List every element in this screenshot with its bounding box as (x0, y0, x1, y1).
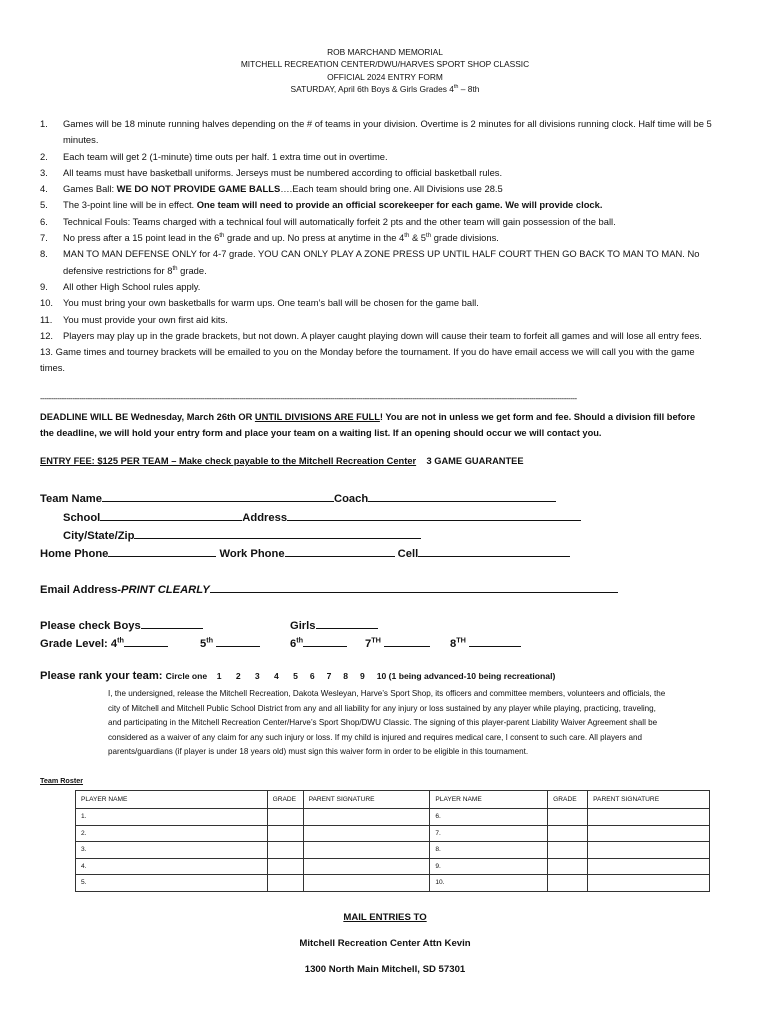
rank-options[interactable]: Circle one 1 2 3 4 5 6 7 8 9 10 (1 being advanced-10 being recreational) (165, 671, 556, 681)
cell-label: Cell (397, 548, 419, 560)
roster-signature-cell[interactable] (588, 825, 710, 842)
roster-player-cell[interactable]: 5. (76, 875, 268, 892)
grade-level-label: Grade Level: 4 (40, 638, 118, 650)
roster-player-cell[interactable]: 4. (76, 858, 268, 875)
work-phone-input[interactable] (285, 545, 395, 557)
roster-grade-cell[interactable] (548, 858, 588, 875)
roster-grade-cell[interactable] (548, 825, 588, 842)
roster-grade-cell[interactable] (548, 842, 588, 859)
email-label: Email Address- (40, 584, 122, 596)
roster-player-cell[interactable]: 1. (76, 809, 268, 826)
roster-player-cell[interactable]: 9. (430, 858, 548, 875)
phone-row (40, 545, 570, 560)
roster-signature-cell[interactable] (303, 825, 430, 842)
cell-input[interactable] (418, 545, 570, 557)
roster-grade-cell[interactable] (548, 809, 588, 826)
roster-header-parent-signature: PARENT SIGNATURE (303, 791, 430, 809)
work-phone-label: Work Phone (219, 548, 285, 560)
roster-header-parent-signature: PARENT SIGNATURE (588, 791, 710, 809)
roster-player-cell[interactable]: 8. (430, 842, 548, 859)
entry-fee: ENTRY FEE: $125 PER TEAM – Make check payable to the Mitchell Recreation Center 3 GAME GUARANTEE (40, 456, 524, 466)
email-row: Email Address-PRINT CLEARLY (40, 581, 618, 596)
rule-1: 1. Games will be 18 minute running halves depending on the # of teams in your division. Overtime is 2 minutes for all divisions running clock. Half time will be 5 minutes. (40, 118, 712, 146)
rule-11: 11. You must provide your own first aid kits. (40, 313, 228, 325)
header-line-3: OFFICIAL 2024 ENTRY FORM (327, 71, 443, 82)
team-name-input[interactable] (102, 490, 334, 502)
deadline-notice: DEADLINE WILL BE Wednesday, March 26th OR UNTIL DIVISIONS ARE FULL! You are not in unless we get form and fee. Should a division fill before the deadline, we will hold your entry form and place your team on a waiting list. If an opening should occur we will contact you. (40, 412, 696, 438)
roster-signature-cell[interactable] (588, 809, 710, 826)
grade-5-input[interactable] (216, 635, 260, 647)
roster-player-cell[interactable]: 10. (430, 875, 548, 892)
roster-row (76, 842, 710, 859)
header-line-2: MITCHELL RECREATION CENTER/DWU/HARVES SPORT SHOP CLASSIC (240, 59, 530, 70)
roster-grade-cell[interactable] (267, 825, 303, 842)
rule-2: 2. Each team will get 2 (1-minute) time outs per half. 1 extra time out in overtime. (40, 150, 388, 162)
rule-13: 13. Game times and tourney brackets will be emailed to you on the Monday before the tournament. If you do have email access we will call you with the game times. (40, 346, 695, 374)
girls-label: Girls (290, 620, 316, 632)
roster-signature-cell[interactable] (303, 875, 430, 892)
roster-header-grade: GRADE (267, 791, 303, 809)
team-roster-table (75, 790, 710, 892)
roster-signature-cell[interactable] (303, 842, 430, 859)
email-input[interactable] (210, 581, 618, 593)
header-line-4: SATURDAY, April 6th Boys & Girls Grades 4th – 8th (290, 84, 480, 95)
girls-checkbox[interactable] (316, 617, 378, 629)
roster-row (76, 809, 710, 826)
roster-header-row (76, 791, 710, 809)
form-header (0, 46, 770, 96)
roster-signature-cell[interactable] (303, 809, 430, 826)
grade-8-field: 8TH (450, 635, 521, 650)
grade-6-field: 6th (290, 635, 347, 650)
roster-grade-cell[interactable] (267, 875, 303, 892)
school-row (63, 509, 581, 524)
roster-grade-cell[interactable] (548, 875, 588, 892)
city-label: City/State/Zip (63, 530, 135, 542)
boys-checkbox[interactable] (141, 617, 203, 629)
team-rank-row (40, 670, 555, 682)
roster-signature-cell[interactable] (303, 858, 430, 875)
roster-row (76, 875, 710, 892)
roster-header-player-name: PLAYER NAME (76, 791, 268, 809)
team-roster-label: Team Roster (40, 776, 84, 785)
mail-address-line-1: Mitchell Recreation Center Attn Kevin (299, 938, 471, 949)
rule-3: 3. All teams must have basketball uniforms. Jerseys must be numbered according to official basketball rules. (40, 166, 503, 178)
rule-12: 12. Players may play up in the grade brackets, but not down. A player caught playing down will cause their team to forfeit all games and will lose all entry fees. (40, 329, 702, 341)
roster-header-player-name: PLAYER NAME (430, 791, 548, 809)
header-line-1: ROB MARCHAND MEMORIAL (327, 47, 443, 57)
grade-row: Grade Level: 4th (40, 635, 168, 650)
address-label: Address (242, 512, 288, 524)
rule-6: 6. Technical Fouls: Teams charged with a technical foul will automatically forfeit 2 pts and the other team will gain possession of the ball. (40, 215, 616, 227)
roster-player-cell[interactable]: 3. (76, 842, 268, 859)
divider-line: -------------------------------------------------------------------------------------------------------------------------------------------------------------------------------------------------------------------------------------------------------- (40, 394, 577, 403)
roster-grade-cell[interactable] (267, 858, 303, 875)
rule-5: 5. The 3-point line will be in effect. One team will need to provide an official scorekeeper for each game. We will provide clock. (40, 199, 603, 211)
school-label: School (63, 512, 101, 524)
roster-player-cell[interactable]: 2. (76, 825, 268, 842)
mail-entries-title: MAIL ENTRIES TO (343, 912, 427, 923)
girls-field (290, 617, 378, 632)
roster-signature-cell[interactable] (588, 842, 710, 859)
home-phone-label: Home Phone (40, 548, 109, 560)
rule-10: 10. You must bring your own basketballs for warm ups. One team’s ball will be chosen for the game ball. (40, 297, 479, 309)
city-input[interactable] (134, 527, 421, 539)
home-phone-input[interactable] (108, 545, 216, 557)
boys-label: Please check Boys (40, 620, 141, 632)
roster-grade-cell[interactable] (267, 809, 303, 826)
grade-4-input[interactable] (124, 635, 168, 647)
grade-5-field: 5th (200, 635, 260, 650)
rule-9: 9. All other High School rules apply. (40, 280, 201, 292)
roster-player-cell[interactable]: 6. (430, 809, 548, 826)
rank-label: Please rank your team: (40, 670, 166, 682)
team-name-row (40, 490, 556, 505)
rule-7: 7. No press after a 15 point lead in the 6th grade and up. No press at anytime in the 4th & 5th grade divisions. (40, 231, 499, 244)
roster-row (76, 858, 710, 875)
grade-7-field: 7TH (365, 635, 430, 650)
roster-row (76, 825, 710, 842)
roster-signature-cell[interactable] (588, 858, 710, 875)
gender-row (40, 617, 203, 632)
roster-signature-cell[interactable] (588, 875, 710, 892)
rule-4: 4. Games Ball: WE DO NOT PROVIDE GAME BALLS….Each team should bring one. All Divisions use 28.5 (40, 183, 503, 195)
grade-6-input[interactable] (303, 635, 347, 647)
address-input[interactable] (287, 509, 581, 521)
rule-8: 8. MAN TO MAN DEFENSE ONLY for 4-7 grade. YOU CAN ONLY PLAY A ZONE PRESS UP UNTIL HALF COURT THEN GO BACK TO MAN TO MAN. No defensive restrictions for 8th grade. (40, 248, 700, 276)
liability-waiver: I, the undersigned, release the Mitchell Recreation, Dakota Wesleyan, Harve’s Sport Shop, its officers and committee members, volunteers and officials, the city of Mitchell and Mitchell Public School District from any and all liability for any injury or loss sustained by any player while playing, practicing, traveling, and participating in the Mitchell Recreation Center/Harve’s Sport Shop/DWU Classic. The signing of this player-parent Liability Waiver Agreement shall be considered as a waiver of any claim for any such injury or loss. If my child is injured and requires medical care, I consent to such care. All players and parents/guardians (if player is under 18 years old) must sign this waiver form in order to be eligible in this tournament. (108, 689, 666, 757)
school-input[interactable] (100, 509, 242, 521)
rules-list (40, 116, 720, 377)
coach-label: Coach (333, 493, 369, 505)
roster-header-grade: GRADE (548, 791, 588, 809)
grade-7-input[interactable] (384, 635, 430, 647)
roster-player-cell[interactable]: 7. (430, 825, 548, 842)
team-name-label: Team Name (40, 493, 102, 505)
city-row (63, 527, 421, 542)
mail-address-line-2: 1300 North Main Mitchell, SD 57301 (304, 964, 466, 975)
roster-grade-cell[interactable] (267, 842, 303, 859)
grade-8-input[interactable] (469, 635, 521, 647)
coach-input[interactable] (368, 490, 556, 502)
